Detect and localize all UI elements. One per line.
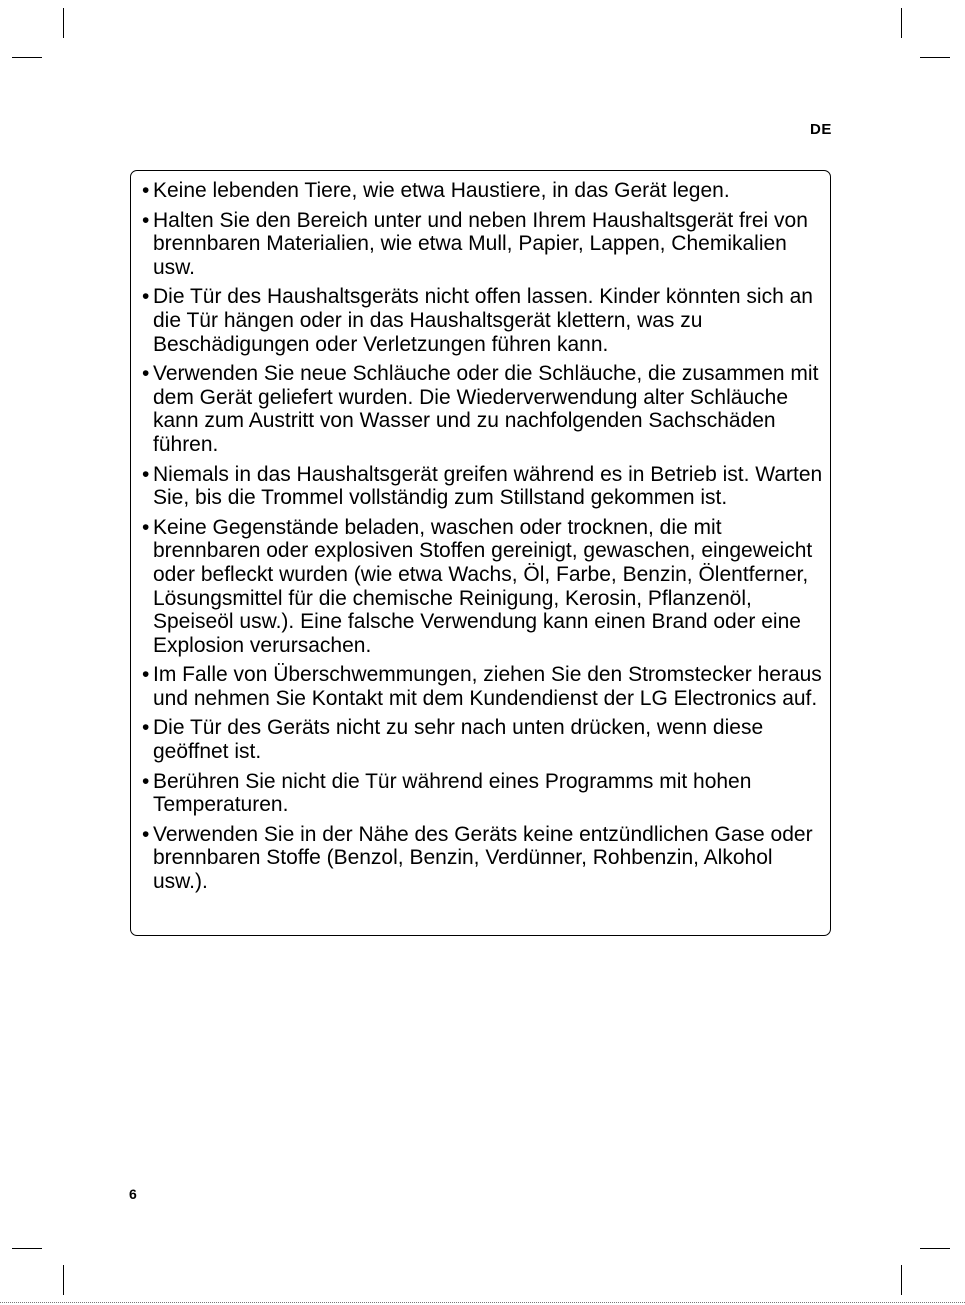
- bullet-icon: •: [142, 716, 150, 740]
- list-item: • Die Tür des Haushaltsgeräts nicht offen lassen. Kinder könnten sich an die Tür hängen oder in das Haushaltsgerät klettern, was zu Beschädigungen oder Verletzungen führen kann.: [142, 285, 813, 356]
- crop-mark: [12, 1248, 42, 1249]
- bullet-icon: •: [142, 285, 150, 309]
- crop-mark: [63, 1265, 64, 1295]
- crop-mark: [901, 8, 902, 38]
- crop-mark: [901, 1265, 902, 1295]
- list-item: • Berühren Sie nicht die Tür während eines Programms mit hohen Temperaturen.: [142, 769, 752, 817]
- crop-mark: [12, 57, 42, 58]
- crop-mark: [920, 57, 950, 58]
- crop-mark: [920, 1248, 950, 1249]
- list-item: • Die Tür des Geräts nicht zu sehr nach unten drücken, wenn diese geöffnet ist.: [142, 716, 764, 764]
- crop-mark: [63, 8, 64, 38]
- list-item: • Keine Gegenstände beladen, waschen oder trocknen, die mit brennbaren oder explosiven Stoffen gereinigt, gewaschen, eingeweicht oder befleckt wurden (wie etwa Wachs, Öl, Farbe, Benzin, Ölentferner, Lösungsmittel für die chemische Reinigung, Kerosin, Pflanzenöl, Speiseöl usw.). Eine falsche Verwendung kann einen Brand oder eine Explosion verursachen.: [142, 515, 813, 657]
- bullet-icon: •: [142, 515, 150, 539]
- language-code: DE: [810, 121, 832, 138]
- page-number: 6: [129, 1186, 137, 1202]
- bullet-icon: •: [142, 822, 150, 846]
- list-item: • Halten Sie den Bereich unter und neben Ihrem Haushaltsgerät frei von brennbaren Materialien, wie etwa Mull, Papier, Lappen, Chemikalien usw.: [142, 208, 808, 279]
- list-item: • Verwenden Sie neue Schläuche oder die Schläuche, die zusammen mit dem Gerät geliefert wurden. Die Wiederverwendung alter Schläuche kann zum Austritt von Wasser und zu nachfolgenden Sachschäden führen.: [142, 362, 819, 456]
- list-item: • Im Falle von Überschwemmungen, ziehen Sie den Stromstecker heraus und nehmen Sie Kontakt mit dem Kundendienst der LG Electronics auf.: [142, 663, 822, 710]
- bullet-icon: •: [142, 208, 150, 232]
- bullet-icon: •: [142, 769, 150, 793]
- bullet-icon: •: [142, 179, 150, 202]
- list-item: • Verwenden Sie in der Nähe des Geräts keine entzündlichen Gase oder brennbaren Stoffe (Benzol, Benzin, Verdünner, Rohbenzin, Alkohol usw.).: [142, 822, 813, 894]
- list-item: • Keine lebenden Tiere, wie etwa Haustiere, in das Gerät legen.: [142, 179, 730, 202]
- list-item: • Niemals in das Haushaltsgerät greifen während es in Betrieb ist. Warten Sie, bis die Trommel vollständig zum Stillstand gekommen ist.: [142, 462, 823, 510]
- page-edge-divider: [0, 1302, 965, 1303]
- bullet-icon: •: [142, 362, 150, 386]
- bullet-icon: •: [142, 462, 150, 486]
- bullet-icon: •: [142, 663, 150, 687]
- safety-instructions-list: [142, 179, 828, 900]
